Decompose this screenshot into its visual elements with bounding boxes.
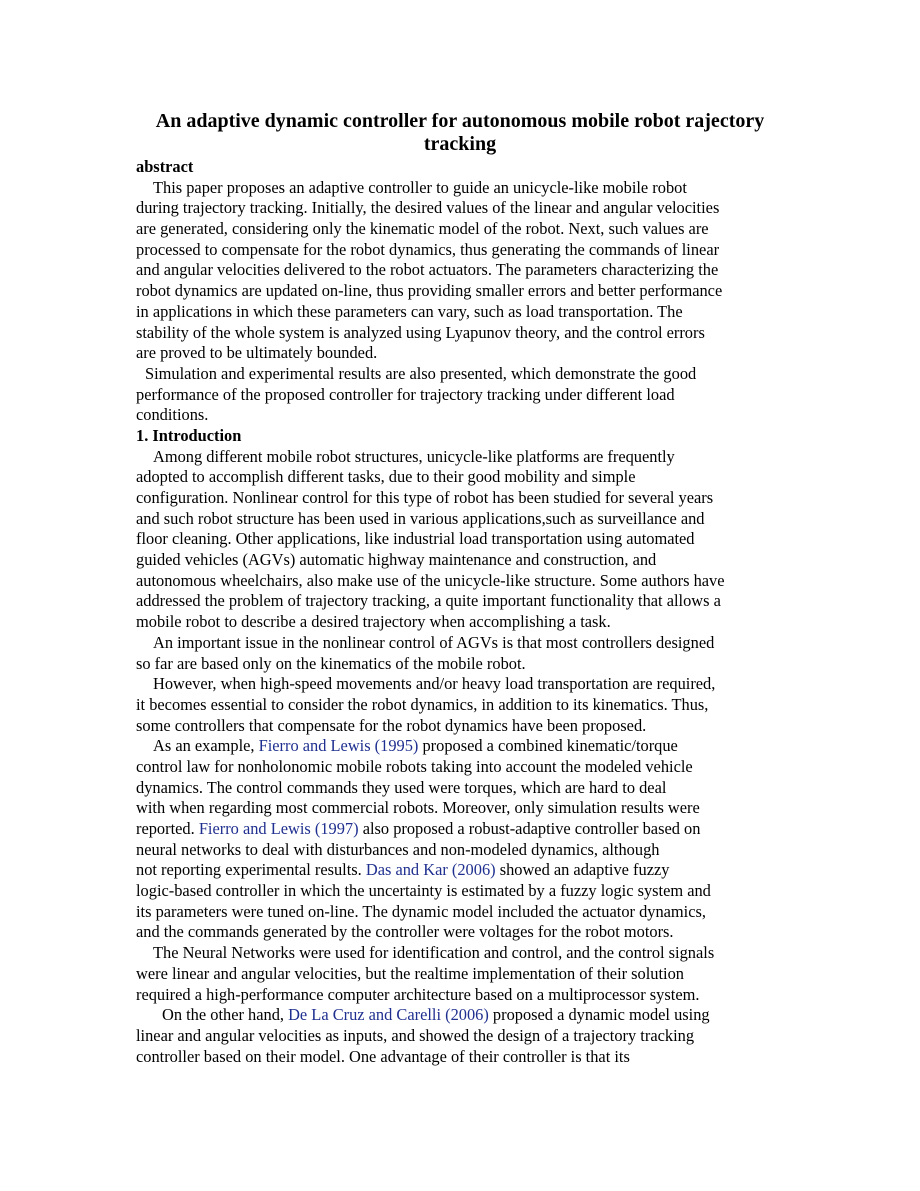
text-line — [136, 819, 796, 840]
text-line — [136, 1005, 796, 1026]
text-line — [136, 860, 796, 881]
text-line — [136, 778, 796, 799]
text-segment: Simulation and experimental results are also presented, which demonstrate the good — [145, 363, 697, 383]
text-segment: Among different mobile robot structures, unicycle-like platforms are frequently — [153, 446, 675, 466]
text-line — [136, 509, 796, 530]
text-line — [136, 943, 796, 964]
text-line — [136, 757, 796, 778]
text-segment: This paper proposes an adaptive controller to guide an unicycle-like mobile robot — [153, 177, 687, 197]
text-segment: required a high-performance computer architecture based on a multiprocessor system. — [136, 984, 700, 1004]
text-segment: controller based on their model. One advantage of their controller is that its — [136, 1046, 630, 1066]
text-segment: so far are based only on the kinematics of the mobile robot. — [136, 653, 526, 673]
text-line — [136, 881, 796, 902]
text-line — [136, 405, 796, 426]
text-line — [136, 922, 796, 943]
text-line — [136, 178, 796, 199]
text-line — [136, 260, 796, 281]
citation-link[interactable]: Fierro and Lewis (1995) — [258, 736, 419, 756]
text-line — [136, 385, 796, 406]
text-line — [136, 529, 796, 550]
text-line — [136, 798, 796, 819]
text-segment: floor cleaning. Other applications, like industrial load transportation using automated — [136, 529, 695, 549]
text-segment: An important issue in the nonlinear control of AGVs is that most controllers designed — [153, 632, 715, 652]
text-line — [136, 240, 796, 261]
section-heading-introduction — [136, 426, 796, 447]
text-segment: in applications in which these parameters can vary, such as load transportation. The — [136, 301, 683, 321]
text-segment: are proved to be ultimately bounded. — [136, 343, 378, 363]
text-line — [136, 364, 796, 385]
text-line — [136, 736, 796, 757]
text-segment: mobile robot to describe a desired trajectory when accomplishing a task. — [136, 612, 611, 632]
text-line — [136, 674, 796, 695]
text-segment: and such robot structure has been used in various applications,such as surveillance and — [136, 508, 705, 528]
text-segment: are generated, considering only the kinematic model of the robot. Next, such values are — [136, 219, 709, 239]
text-line — [136, 840, 796, 861]
text-line — [136, 467, 796, 488]
text-line — [136, 571, 796, 592]
paper-body — [136, 157, 796, 1067]
text-segment: and angular velocities delivered to the robot actuators. The parameters characterizing the — [136, 260, 719, 280]
text-segment: some controllers that compensate for the robot dynamics have been proposed. — [136, 715, 647, 735]
text-segment: conditions. — [136, 405, 209, 425]
text-segment: processed to compensate for the robot dynamics, thus generating the commands of linear — [136, 239, 720, 259]
text-segment: addressed the problem of trajectory tracking, a quite important functionality that allows a — [136, 591, 721, 611]
text-segment: with when regarding most commercial robots. Moreover, only simulation results were — [136, 798, 700, 818]
text-line — [136, 716, 796, 737]
text-line — [136, 447, 796, 468]
text-segment: control law for nonholonomic mobile robots taking into account the modeled vehicle — [136, 756, 693, 776]
text-segment: showed an adaptive fuzzy — [495, 860, 670, 880]
text-segment: On the other hand, — [162, 1005, 289, 1025]
text-line — [136, 1047, 796, 1068]
text-segment: 1. Introduction — [136, 425, 242, 445]
text-segment: also proposed a robust-adaptive controller based on — [358, 819, 701, 838]
text-segment: guided vehicles (AGVs) automatic highway maintenance and construction, and — [136, 550, 657, 570]
text-line — [136, 488, 796, 509]
text-segment: configuration. Nonlinear control for this type of robot has been studied for several years — [136, 488, 714, 507]
text-line — [136, 633, 796, 654]
text-line — [136, 902, 796, 923]
text-segment: performance of the proposed controller for trajectory tracking under different load — [136, 384, 675, 404]
text-line — [136, 323, 796, 344]
citation-link[interactable]: Fierro and Lewis (1997) — [198, 819, 359, 838]
text-line — [136, 550, 796, 571]
text-line — [136, 343, 796, 364]
text-segment: not reporting experimental results. — [136, 860, 366, 880]
text-segment: robot dynamics are updated on-line, thus providing smaller errors and better performance — [136, 281, 723, 301]
text-segment: proposed a combined kinematic/torque — [418, 736, 678, 756]
text-segment: proposed a dynamic model using — [488, 1005, 710, 1025]
text-segment: As an example, — [153, 736, 259, 756]
text-line — [136, 198, 796, 219]
text-segment: However, when high-speed movements and/or heavy load transportation are required, — [153, 674, 716, 694]
citation-link[interactable]: De La Cruz and Carelli (2006) — [288, 1005, 489, 1025]
text-line — [136, 591, 796, 612]
text-segment: were linear and angular velocities, but the realtime implementation of their solution — [136, 963, 684, 983]
text-segment: adopted to accomplish different tasks, due to their good mobility and simple — [136, 467, 636, 487]
text-segment: logic-based controller in which the uncertainty is estimated by a fuzzy logic system and — [136, 881, 711, 901]
text-line — [136, 985, 796, 1006]
text-line — [136, 612, 796, 633]
text-line — [136, 302, 796, 323]
text-segment: during trajectory tracking. Initially, the desired values of the linear and angular velocities — [136, 198, 720, 218]
text-segment: its parameters were tuned on-line. The dynamic model included the actuator dynamics, — [136, 901, 706, 921]
text-line — [136, 695, 796, 716]
text-segment: autonomous wheelchairs, also make use of the unicycle-like structure. Some authors have — [136, 570, 725, 590]
text-line — [136, 281, 796, 302]
text-line — [136, 654, 796, 675]
text-segment: it becomes essential to consider the robot dynamics, in addition to its kinematics. Thus, — [136, 694, 709, 714]
citation-link[interactable]: Das and Kar (2006) — [365, 860, 496, 880]
text-line — [136, 219, 796, 240]
abstract-heading — [136, 157, 796, 178]
text-segment: reported. — [136, 819, 199, 838]
text-segment: The Neural Networks were used for identification and control, and the control signals — [153, 943, 715, 963]
text-segment: linear and angular velocities as inputs, and showed the design of a trajectory tracking — [136, 1025, 695, 1045]
text-line — [136, 1026, 796, 1047]
text-segment: and the commands generated by the controller were voltages for the robot motors. — [136, 922, 674, 942]
text-segment: stability of the whole system is analyzed using Lyapunov theory, and the control errors — [136, 322, 705, 342]
paper-title: An adaptive dynamic controller for autonomous mobile robot rajectory tracking — [155, 110, 765, 155]
text-segment: dynamics. The control commands they used were torques, which are hard to deal — [136, 777, 667, 797]
text-segment: neural networks to deal with disturbances and non-modeled dynamics, although — [136, 839, 660, 859]
text-line — [136, 964, 796, 985]
text-segment: abstract — [136, 157, 194, 176]
